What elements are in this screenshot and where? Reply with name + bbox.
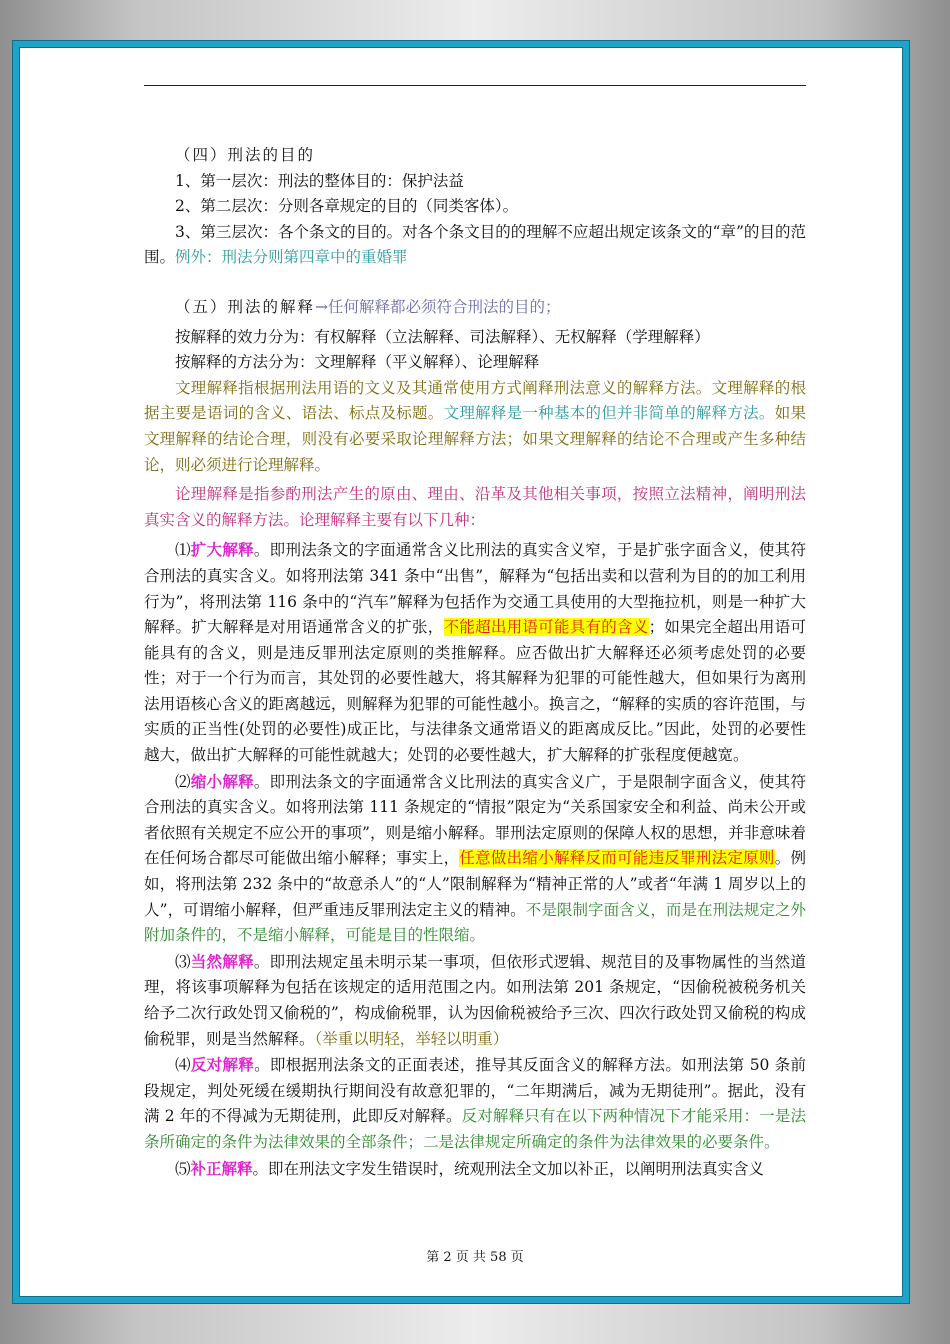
item-1-title: 扩大解释 — [190, 540, 254, 560]
item-5-number: ⑸ — [175, 1159, 191, 1178]
item-3-number: ⑶ — [175, 952, 191, 971]
section-5-heading-note: →任何解释都必须符合刑法的目的； — [315, 297, 561, 316]
item-5-title: 补正解释 — [190, 1158, 253, 1178]
item-4-number: ⑷ — [175, 1056, 191, 1075]
item-2-title: 缩小解释 — [190, 771, 254, 791]
item-4-text-a: 。即根据刑法条文的正面表述，推导其反面含义的解释方法。如刑法第 50 条前段规定，判处死缓在缓期执行期间没有故意犯罪的，“二年期满后，减为无期徒刑”。据此，没有满 2 年的不得减为无期徒刑，此即反对解释。 — [144, 1056, 806, 1126]
item-2-number: ⑵ — [175, 772, 191, 791]
item-2-restrictive-interpretation — [144, 769, 806, 949]
section-4-line-3 — [144, 220, 806, 271]
classification-by-method: 按解释的方法分为：文理解释（平义解释）、论理解释 — [175, 353, 540, 372]
section-5-heading: （五）刑法的解释 — [175, 297, 316, 316]
item-1-number: ⑴ — [175, 541, 191, 560]
item-5-corrective-interpretation — [144, 1156, 806, 1183]
item-3-note: （举重以明轻，举轻以明重） — [314, 1029, 509, 1048]
item-2-text-a: 。即刑法条文的字面通常含义比刑法的真实含义广，于是限制字面含义，使其符合刑法的真实含义。如将刑法第 111 条规定的“情报”限定为“关系国家安全和利益、尚未公开或者依照有关规定不应公开的事项”，则是缩小解释。罪刑法定原则的保障人权的思想，并非意味着在任何场合都尽可能做出缩小解释；事实上， — [144, 772, 806, 868]
header-rule — [144, 85, 806, 86]
item-4-title: 反对解释 — [190, 1055, 255, 1075]
item-3-title: 当然解释 — [190, 951, 254, 971]
section-4-line-3-text: 3、第三层次：各个条文的目的。对各个条文目的的理解不应超出规定该条文的“章”的目的范围。 — [144, 222, 806, 267]
item-3-text-a: 。即刑法规定虽未明示某一事项，但依形式逻辑、规范目的及事物属性的当然道理，将该事项解释为包括在该规定的适用范围之内。如刑法第 201 条规定，“因偷税被税务机关给予二次行政处罚又偷税的”，构成偷税罪，认为因偷税被给予三次、四次行政处罚又偷税的构成偷税罪，则是当然解释。 — [144, 952, 806, 1048]
item-2-note: 不是限制字面含义，而是在刑法规定之外附加条件的，不是缩小解释，可能是目的性限缩。 — [144, 900, 806, 945]
literal-interpretation-paragraph — [144, 376, 806, 478]
page-number-footer: 第 2 页 共 58 页 — [426, 1250, 524, 1265]
item-1-text-b: ；如果完全超出用语可能具有的含义，则是违反罪刑法定原则的类推解释。应否做出扩大解释还必须考虑处罚的必要性；对于一个行为而言，其处罚的必要性越大，将其解释为犯罪的可能性越大，但如果行为离刑法用语核心含义的距离越远，则解释为犯罪的可能性越小。换言之，“解释的实质的容许范围，与实质的正当性(处罚的必要性)成正比，与法律条文通常语义的距离成反比。”因此，处罚的必要性越大，做出扩大解释的可能性就越大；处罚的必要性越大，扩大解释的扩张程度便越宽。 — [144, 618, 806, 765]
item-5-text-a: 。即在刑法文字发生错误时，统观刑法全文加以补正，以阐明刑法真实含义 — [252, 1159, 765, 1178]
section-5-heading-line — [144, 295, 806, 321]
section-4-line-1: 1、第一层次：刑法的整体目的：保护法益 — [175, 171, 464, 190]
section-4-heading: （四）刑法的目的 — [175, 146, 316, 164]
item-2-text-b: 。例如，将刑法第 232 条中的“故意杀人”的“人”限制解释为“精神正常的人”或者“年满 1 周岁以上的人”，可谓缩小解释，但严重违反罪刑法定主义的精神。 — [144, 849, 806, 919]
page-content — [144, 143, 806, 1182]
logical-interpretation-paragraph: 论理解释是指参酌刑法产生的原由、理由、沿革及其他相关事项，按照立法精神，阐明刑法真实含义的解释方法。论理解释主要有以下几种： — [144, 485, 806, 529]
item-1-highlight: 不能超出用语可能具有的含义 — [443, 618, 649, 637]
item-4-contrary-interpretation — [144, 1052, 806, 1155]
literal-note: 文理解释是一种基本的但并非简单的解释方法。 — [443, 404, 775, 423]
item-4-note: 反对解释只有在以下两种情况下才能采用：一是法条所确定的条件为法律效果的全部条件；二是法律规定所确定的条件为法律效果的必要条件。 — [144, 1107, 806, 1151]
section-4-line-2: 2、第二层次：分则各章规定的目的（同类客体）。 — [175, 197, 519, 216]
item-3-natural-interpretation — [144, 949, 806, 1052]
literal-definition: 文理解释指根据刑法用语的文义及其通常使用方式阐释刑法意义的解释方法。文理解释的根据主要是语词的含义、语法、标点及标题。 — [144, 378, 806, 423]
literal-conclusion: 如果文理解释的结论合理，则没有必要采取论理解释方法；如果文理解释的结论不合理或产生多种结论，则必须进行论理解释。 — [144, 404, 806, 474]
item-1-expansive-interpretation — [144, 537, 806, 768]
spacer — [144, 271, 806, 295]
section-4-exception-note: 例外：刑法分则第四章中的重婚罪 — [175, 248, 408, 267]
classification-by-effect: 按解释的效力分为：有权解释（立法解释、司法解释）、无权解释（学理解释） — [175, 327, 710, 346]
item-1-text-a: 。即刑法条文的字面通常含义比刑法的真实含义窄，于是扩张字面含义，使其符合刑法的真实含义。如将刑法第 341 条中“出售”，解释为“包括出卖和以营利为目的的加工利用行为”，将刑法第 116 条中的“汽车”解释为包括作为交通工具使用的大型拖拉机，则是一种扩大解释。扩大解释是对用语通常含义的扩张， — [144, 541, 806, 637]
item-2-highlight: 任意做出缩小解释反而可能违反罪刑法定原则 — [459, 849, 775, 868]
